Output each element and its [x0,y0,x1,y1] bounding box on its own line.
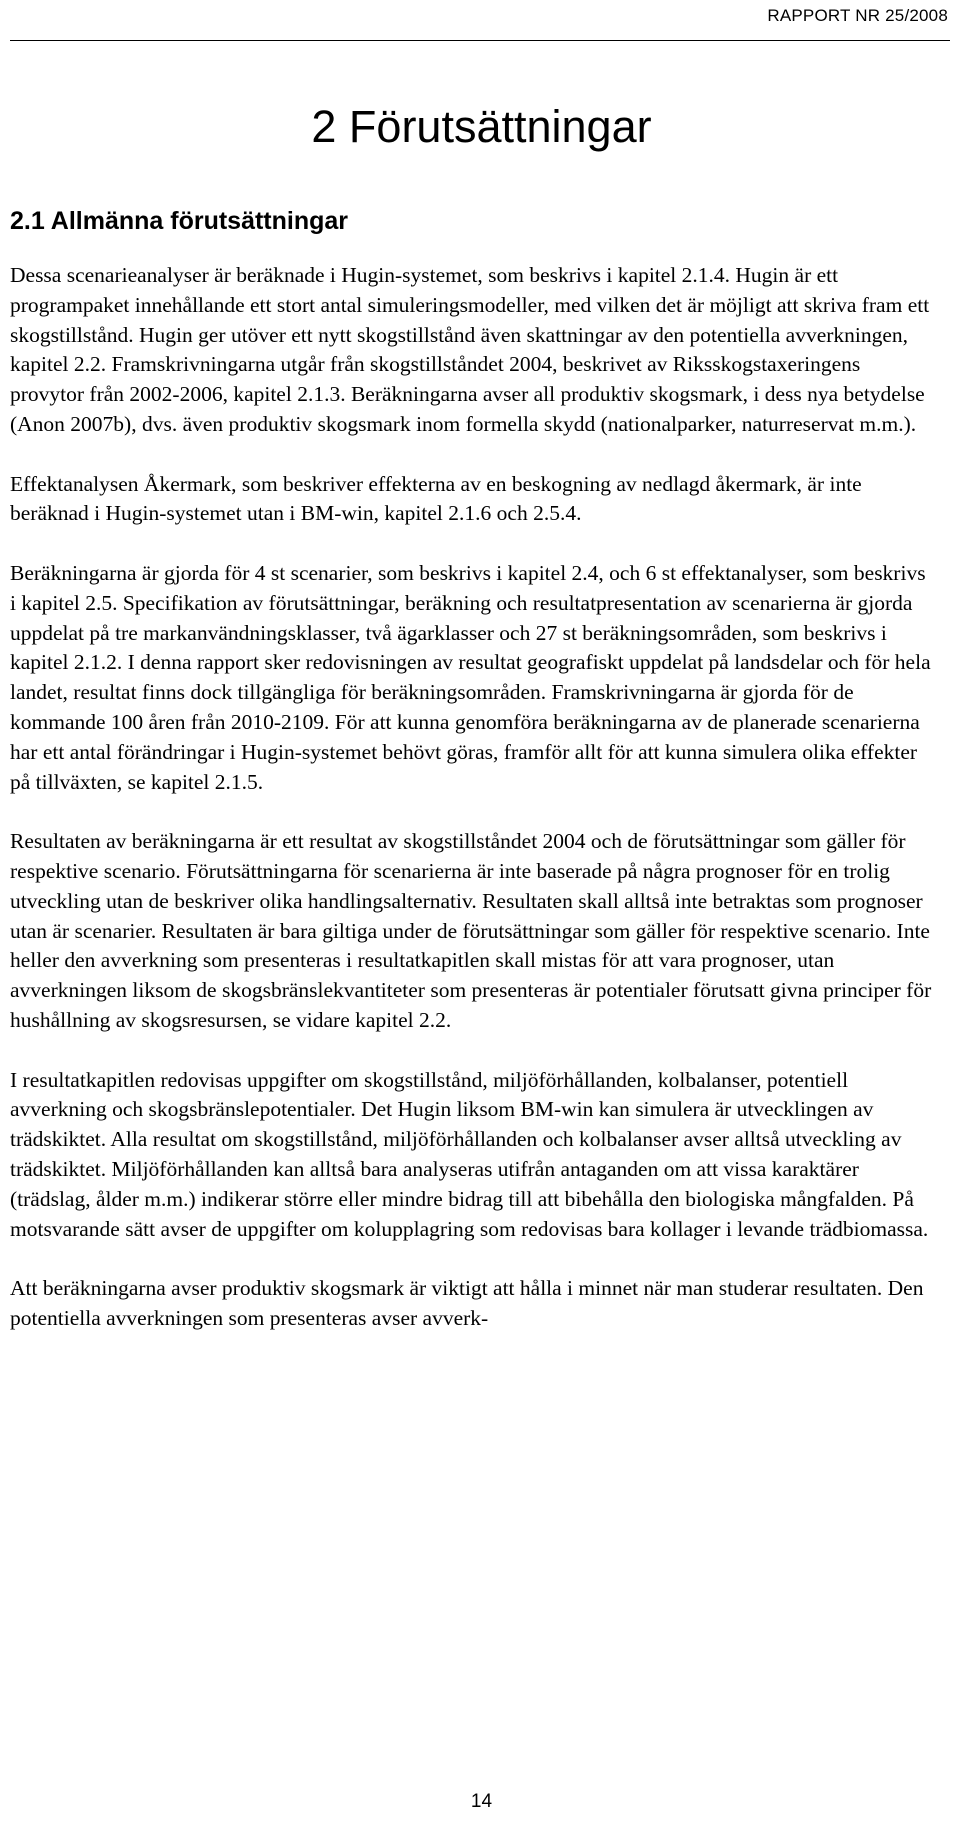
paragraph: I resultatkapitlen redovisas uppgifter om skogstillstånd, miljöförhållanden, kolbalanser, potentiell avverkning och skogsbränslepotentialer. Det Hugin liksom BM-win kan simulera är utvecklingen av trädskiktet. Alla resultat om skogstillstånd, miljöförhållanden och kolbalanser avser alltså utveckling av trädskiktet. Miljöförhållanden kan alltså bara analyseras utifrån antaganden om att vissa karaktärer (trädslag, ålder m.m.) indikerar större eller mindre bidrag till att bibehålla den biologiska mångfalden. På motsvarande sätt avser de uppgifter om kolupplagring som redovisas bara kollager i levande trädbiomassa. [10,1067,929,1241]
paragraph: Att beräkningarna avser produktiv skogsmark är viktigt att hålla i minnet när man studerar resultaten. Den potentiella avverkningen som presenteras avser avverk- [10,1276,924,1330]
page-number: 14 [470,1791,493,1812]
paragraph: Dessa scenarieanalyser är beräknade i Hugin-systemet, som beskrivs i kapitel 2.1.4. Hugin är ett programpaket innehållande ett stort antal simuleringsmodeller, med vilken det är möjligt att skriva fram ett skogstillstånd. Hugin ger utöver ett nytt skogstillstånd även skattningar av den potentiella avverkningen, kapitel 2.2. Framskrivningarna utgår från skogstillståndet 2004, beskrivet av Riksskogstaxeringens provytor från 2002-2006, kapitel 2.1.3. Beräkningarna avser all produktiv skogsmark, i dess nya betydelse (Anon 2007b), dvs. även produktiv skogsmark inom formella skydd (nationalparker, naturreservat m.m.). [10,263,930,436]
paragraph: Beräkningarna är gjorda för 4 st scenarier, som beskrivs i kapitel 2.4, och 6 st effektanalyser, som beskrivs i kapitel 2.5. Specifikation av förutsättningar, beräkning och resultatpresentation av scenarierna är gjorda uppdelat på tre markanvändningsklasser, två ägarklasser och 27 st beräkningsområden, som beskrivs i kapitel 2.1.2. I denna rapport sker redovisningen av resultat geografiskt uppdelat på landsdelar och för hela landet, resultat finns dock tillgängliga för beräkningsområden. Framskrivningarna är gjorda för de kommande 100 åren från 2010-2109. För att kunna genomföra beräkningarna av de planerade scenarierna har ett antal förändringar i Hugin-systemet behövt göras, framför allt för att kunna simulera olika effekter på tillväxten, se kapitel 2.1.5. [10,560,931,794]
chapter-title: 2 Förutsättningar [311,101,652,152]
section-title: 2.1 Allmänna förutsättningar [10,207,349,235]
body-text [10,261,935,1334]
header-divider [10,40,950,41]
paragraph: Effektanalysen Åkermark, som beskriver effekterna av en beskogning av nedlagd åkermark, är inte beräknad i Hugin-systemet utan i BM-win, kapitel 2.1.6 och 2.5.4. [10,471,862,526]
report-header-label: RAPPORT NR 25/2008 [767,6,948,25]
paragraph: Resultaten av beräkningarna är ett resultat av skogstillståndet 2004 och de förutsättningar som gäller för respektive scenario. Förutsättningarna för scenarierna är inte baserade på några prognoser för en trolig utveckling utan de beskriver olika handlingsalternativ. Resultaten skall alltså inte betraktas som prognoser utan är scenarier. Resultaten är bara giltiga under de förutsättningar som gäller för respektive scenario. Inte heller den avverkning som presenteras i resultatkapitlen skall mistas för att vara prognoser, utan avverkningen liksom de skogsbränslekvantiteter som presenteras är potentialer förutsatt givna principer för hushållning av skogsresursen, se vidare kapitel 2.2. [10,829,932,1032]
